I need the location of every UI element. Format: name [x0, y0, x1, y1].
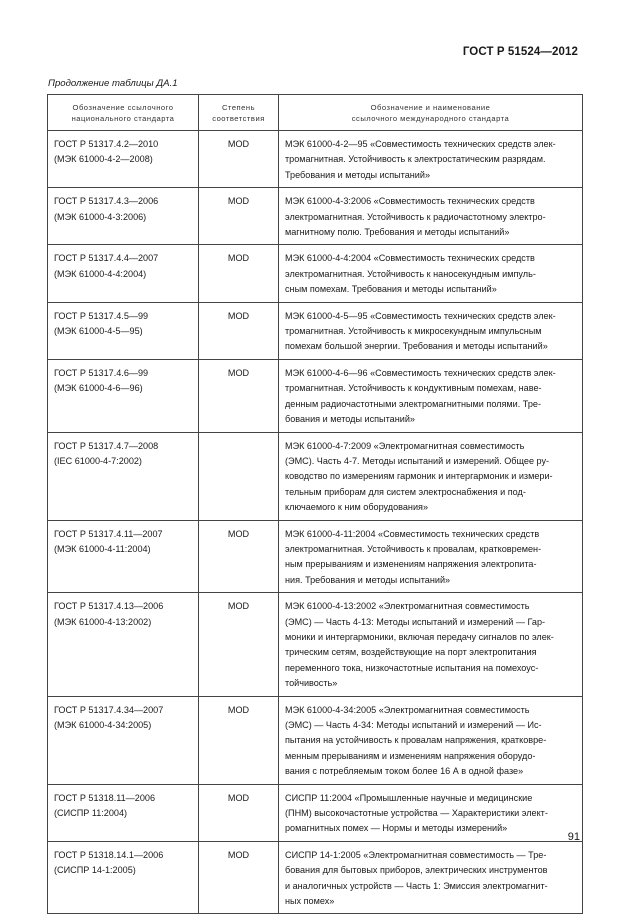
international-standard-line: электромагнитная. Устойчивость к провалам, кратковремен-	[285, 543, 542, 554]
international-standard-line: ключаемого к ним оборудования»	[285, 502, 429, 513]
degree-cell: MOD	[199, 520, 279, 593]
table-caption: Продолжение таблицы ДА.1	[48, 78, 178, 89]
national-standard-cell	[48, 696, 199, 784]
document-code: ГОСТ Р 51524—2012	[462, 46, 578, 58]
international-standard-cell	[279, 359, 583, 432]
national-standard-cell	[48, 302, 199, 359]
table-row	[48, 784, 583, 841]
degree-cell: MOD	[199, 302, 279, 359]
national-standard-cell	[48, 432, 199, 520]
degree-cell: MOD	[199, 131, 279, 188]
international-standard-line: пытания на устойчивость к провалам напряжения, кратковре-	[285, 735, 547, 746]
national-standard-line: (МЭК 61000-4-13:2002)	[54, 616, 152, 627]
international-standard-cell	[279, 131, 583, 188]
degree-cell: MOD	[199, 245, 279, 302]
degree-cell: MOD	[199, 188, 279, 245]
international-standard-line: сным помехам. Требования и методы испытаний»	[285, 284, 497, 295]
international-standard-cell	[279, 188, 583, 245]
international-standard-line: менным прерываниям и изменениям напряжения оборудо-	[285, 750, 536, 761]
national-standard-line: ГОСТ Р 51317.4.34—2007	[54, 704, 164, 715]
table-header-row	[48, 95, 583, 131]
international-standard-line: электромагнитная. Устойчивость к наносекундным импуль-	[285, 268, 536, 279]
international-standard-cell	[279, 245, 583, 302]
national-standard-line: (МЭК 61000-4-6—96)	[54, 383, 143, 394]
degree-cell: MOD	[199, 841, 279, 914]
international-standard-line: бования для бытовых приборов, электрических инструментов	[285, 865, 548, 876]
international-standard-line: Требования и методы испытаний»	[285, 169, 431, 180]
table-body	[48, 131, 583, 914]
national-standard-cell	[48, 593, 199, 696]
national-standard-line: ГОСТ Р 51317.4.2—2010	[54, 139, 159, 149]
international-standard-line: СИСПР 14-1:2005 «Электромагнитная совместимость — Тре-	[285, 849, 547, 860]
national-standard-line: ГОСТ Р 51318.11—2006	[54, 792, 156, 803]
international-standard-line: МЭК 61000-4-2—95 «Совместимость технических средств элек-	[285, 139, 556, 149]
international-standard-line: (ЭМС). Часть 4-7. Методы испытаний и измерений. Общее ру-	[285, 455, 550, 466]
international-standard-cell	[279, 696, 583, 784]
international-standard-cell	[279, 520, 583, 593]
national-standard-line: ГОСТ Р 51318.14.1—2006	[54, 849, 164, 860]
national-standard-line: (МЭК 61000-4-11:2004)	[54, 543, 151, 554]
international-standard-line: МЭК 61000-4-5—95 «Совместимость технических средств элек-	[285, 310, 556, 321]
header-national-standard: Обозначение ссылочного национального стандарта	[48, 95, 199, 131]
international-standard-line: моники и интергармоники, включая передачу сигналов по элек-	[285, 631, 554, 642]
international-standard-line: переменного тока, низкочастотные испытания на помехоус-	[285, 662, 539, 673]
international-standard-line: ния. Требования и методы испытаний»	[285, 574, 451, 585]
international-standard-line: МЭК 61000-4-6—96 «Совместимость технических средств элек-	[285, 367, 556, 378]
international-standard-cell	[279, 841, 583, 914]
degree-cell: MOD	[199, 696, 279, 784]
international-standard-line: тромагнитная. Устойчивость к кондуктивным помехам, наве-	[285, 383, 542, 394]
national-standard-line: ГОСТ Р 51317.4.6—99	[54, 367, 149, 378]
table-row	[48, 520, 583, 593]
international-standard-cell	[279, 432, 583, 520]
international-standard-line: трическим сетям, воздействующие на порт электропитания	[285, 647, 537, 658]
international-standard-line: вания с потребляемым током более 16 А в одной фазе»	[285, 766, 524, 777]
page-number: 91	[567, 831, 580, 843]
national-standard-cell	[48, 245, 199, 302]
international-standard-line: электромагнитная. Устойчивость к радиочастотному электро-	[285, 211, 546, 222]
international-standard-line: ных помех»	[285, 896, 335, 907]
table-row	[48, 359, 583, 432]
international-standard-cell	[279, 784, 583, 841]
national-standard-line: ГОСТ Р 51317.4.5—99	[54, 310, 149, 321]
international-standard-line: МЭК 61000-4-7:2009 «Электромагнитная совместимость	[285, 440, 525, 451]
national-standard-line: (МЭК 61000-4-4:2004)	[54, 268, 147, 279]
table-row	[48, 593, 583, 696]
international-standard-line: ромагнитных помех — Нормы и методы измерений»	[285, 823, 508, 834]
international-standard-line: МЭК 61000-4-13:2002 «Электромагнитная совместимость	[285, 601, 530, 612]
degree-cell	[199, 432, 279, 520]
international-standard-line: и аналогичных устройств — Часть 1: Эмиссия электромагнит-	[285, 880, 548, 891]
table-row	[48, 245, 583, 302]
national-standard-cell	[48, 188, 199, 245]
header-degree: Степень соответствия	[199, 95, 279, 131]
national-standard-line: ГОСТ Р 51317.4.3—2006	[54, 196, 159, 207]
national-standard-line: (IEC 61000-4-7:2002)	[54, 455, 142, 466]
national-standard-cell	[48, 784, 199, 841]
national-standard-line: (СИСПР 11:2004)	[54, 808, 128, 819]
international-standard-line: тромагнитная. Устойчивость к микросекундным импульсным	[285, 326, 542, 337]
national-standard-line: (МЭК 61000-4-34:2005)	[54, 720, 152, 730]
national-standard-line: (МЭК 61000-4-5—95)	[54, 326, 143, 337]
table-row	[48, 302, 583, 359]
table-row	[48, 432, 583, 520]
international-standard-line: (ЭМС) — Часть 4-34: Методы испытаний и измерений — Ис-	[285, 720, 542, 730]
international-standard-line: тойчивость»	[285, 678, 338, 689]
national-standard-cell	[48, 841, 199, 914]
degree-cell: MOD	[199, 593, 279, 696]
international-standard-line: МЭК 61000-4-4:2004 «Совместимость технических средств	[285, 253, 535, 264]
national-standard-line: (СИСПР 14-1:2005)	[54, 865, 136, 876]
international-standard-cell	[279, 302, 583, 359]
national-standard-cell	[48, 520, 199, 593]
international-standard-line: ководство по измерениям гармоник и интергармоник и измери-	[285, 471, 553, 482]
degree-cell: MOD	[199, 784, 279, 841]
international-standard-line: СИСПР 11:2004 «Промышленные научные и медицинские	[285, 792, 533, 803]
international-standard-line: магнитному полю. Требования и методы испытаний»	[285, 227, 510, 238]
international-standard-line: денным радиочастотными электромагнитными полями. Тре-	[285, 398, 541, 409]
international-standard-line: МЭК 61000-4-3:2006 «Совместимость технических средств	[285, 196, 535, 207]
international-standard-line: бования и методы испытаний»	[285, 414, 415, 425]
national-standard-line: ГОСТ Р 51317.4.11—2007	[54, 528, 163, 539]
national-standard-cell	[48, 131, 199, 188]
national-standard-line: (МЭК 61000-4-3:2006)	[54, 211, 147, 222]
national-standard-line: ГОСТ Р 51317.4.7—2008	[54, 440, 159, 451]
international-standard-line: тельным приборам для систем электроснабжения и под-	[285, 486, 526, 497]
degree-cell: MOD	[199, 359, 279, 432]
national-standard-line: ГОСТ Р 51317.4.4—2007	[54, 253, 159, 264]
table-row	[48, 696, 583, 784]
header-international-standard: Обозначение и наименование ссылочного международного стандарта	[279, 95, 583, 131]
international-standard-line: МЭК 61000-4-34:2005 «Электромагнитная совместимость	[285, 704, 530, 715]
table-row	[48, 188, 583, 245]
reference-standards-table	[47, 94, 583, 914]
international-standard-cell	[279, 593, 583, 696]
table-row	[48, 841, 583, 914]
international-standard-line: тромагнитная. Устойчивость к электростатическим разрядам.	[285, 154, 546, 165]
international-standard-line: МЭК 61000-4-11:2004 «Совместимость технических средств	[285, 528, 540, 539]
national-standard-line: (МЭК 61000-4-2—2008)	[54, 154, 153, 165]
national-standard-cell	[48, 359, 199, 432]
international-standard-line: (ЭМС) — Часть 4-13: Методы испытаний и измерений — Гар-	[285, 616, 546, 627]
table-row	[48, 131, 583, 188]
national-standard-line: ГОСТ Р 51317.4.13—2006	[54, 601, 164, 612]
international-standard-line: (ПНМ) высокочастотные устройства — Характеристики элект-	[285, 808, 548, 819]
international-standard-line: помехам большой энергии. Требования и методы испытаний»	[285, 341, 548, 352]
international-standard-line: ным прерываниям и изменениям напряжения электропита-	[285, 559, 537, 570]
